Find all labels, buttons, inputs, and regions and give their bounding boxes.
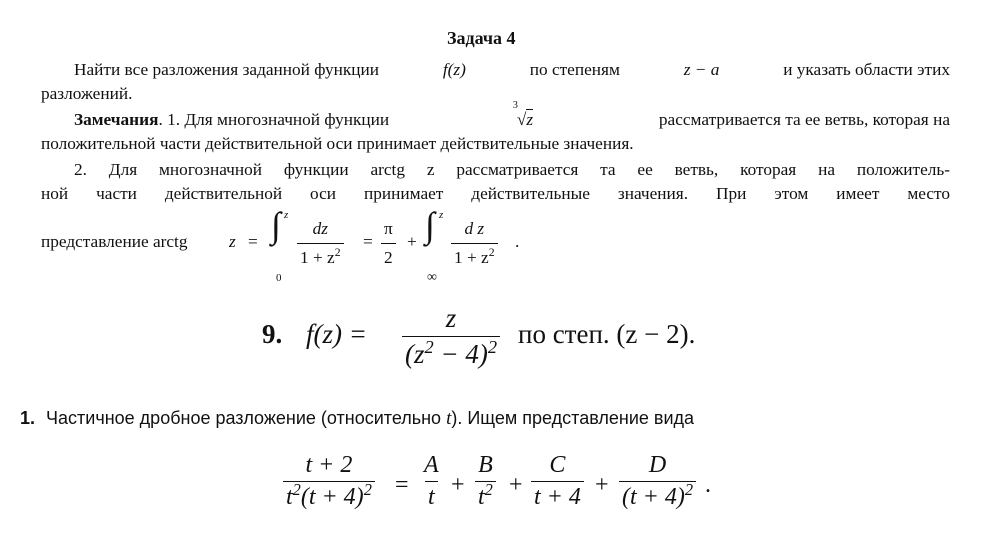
root-variable: z — [526, 110, 534, 129]
integral-lower-limit: ∞ — [427, 270, 437, 285]
term-C: $\frac{C}{t + 4}$ — [531, 452, 584, 511]
remark-1-line2: положительной части действительной оси принимает действительные значения. — [41, 134, 634, 153]
solution-step-1 — [20, 408, 694, 430]
lhs-denominator: $t^2(t + 4)^2$ — [283, 481, 375, 511]
remark-2-line2: ной части действительной оси принимает действительные значения. При этом имеет место — [41, 184, 950, 203]
statement-expansion-point: z − a — [683, 60, 720, 79]
problem-number: 9. — [262, 319, 283, 349]
plus-sign: + — [595, 472, 609, 498]
integral-upper-limit: z — [284, 209, 289, 221]
pi-over-two: $\frac{\pi}{2}$ — [381, 217, 396, 270]
fraction-denominator: $1 + z^2$ — [297, 243, 344, 270]
equals-sign: = — [248, 232, 258, 251]
integral-sign: ∫ — [271, 205, 281, 245]
problem-9 — [262, 305, 762, 375]
integral-upper-limit: z — [439, 209, 444, 221]
plus-sign: + — [509, 472, 523, 498]
remark-1-line1 — [74, 100, 950, 132]
problem-numerator: z — [445, 303, 457, 333]
term-B: $\frac{B}{t^2}$ — [475, 452, 496, 511]
integrand-fraction — [297, 217, 344, 270]
integral-lower-limit: 0 — [276, 272, 282, 284]
plus-sign: + — [451, 472, 465, 498]
statement-text: Найти все разложения заданной функции — [74, 60, 380, 79]
task-statement-line2: разложений. — [41, 84, 133, 103]
problem-fraction — [402, 303, 500, 370]
lhs-numerator: t + 2 — [305, 452, 353, 478]
task-statement-line1 — [74, 58, 950, 82]
partial-fraction-equation — [283, 452, 743, 527]
equals-sign: = — [395, 472, 409, 498]
statement-text: по степеням — [529, 60, 620, 79]
remark-text: рассматривается та ее ветвь, которая на — [658, 110, 950, 129]
arctg-representation — [41, 203, 561, 283]
remark-2-line1: 2. Для многозначной функции arctg z рассматривается та ее ветвь, которая на положитель- — [74, 160, 950, 179]
term-A: $\frac{A}{t}$ — [424, 452, 439, 510]
period: . — [515, 232, 520, 251]
term-D: $\frac{D}{(t + 4)^2}$ — [619, 452, 696, 511]
representation-label: представление arctg — [41, 232, 188, 251]
step-variable: t — [446, 408, 452, 429]
step-text: ). Ищем представление вида — [451, 408, 695, 428]
step-text: Частичное дробное разложение (относительно — [46, 408, 442, 428]
problem-lhs: f(z) = — [306, 319, 367, 349]
lhs-fraction — [283, 452, 375, 511]
integrand-fraction: $\frac{\text{d z}}{1 + z^2}$ — [451, 217, 498, 270]
plus-sign: + — [407, 232, 417, 251]
period: . — [705, 472, 711, 498]
problem-expansion-note: по степ. (z − 2). — [518, 319, 696, 349]
integral-sign: ∫ — [425, 205, 435, 245]
step-number: 1. — [20, 408, 36, 428]
task-title: Задача 4 — [447, 28, 516, 48]
arctg-variable: z — [229, 232, 236, 251]
cube-root-symbol: 3 √z — [512, 100, 534, 129]
equals-sign: = — [363, 232, 373, 251]
statement-text: и указать области этих — [783, 60, 950, 79]
fraction-numerator: dz — [312, 219, 328, 238]
remarks-heading: Замечания — [74, 110, 159, 129]
statement-function: f(z) — [442, 60, 466, 79]
remark-text: . 1. Для многозначной функции — [158, 110, 390, 129]
problem-denominator: $(z^2 - 4)^2$ — [402, 336, 500, 370]
